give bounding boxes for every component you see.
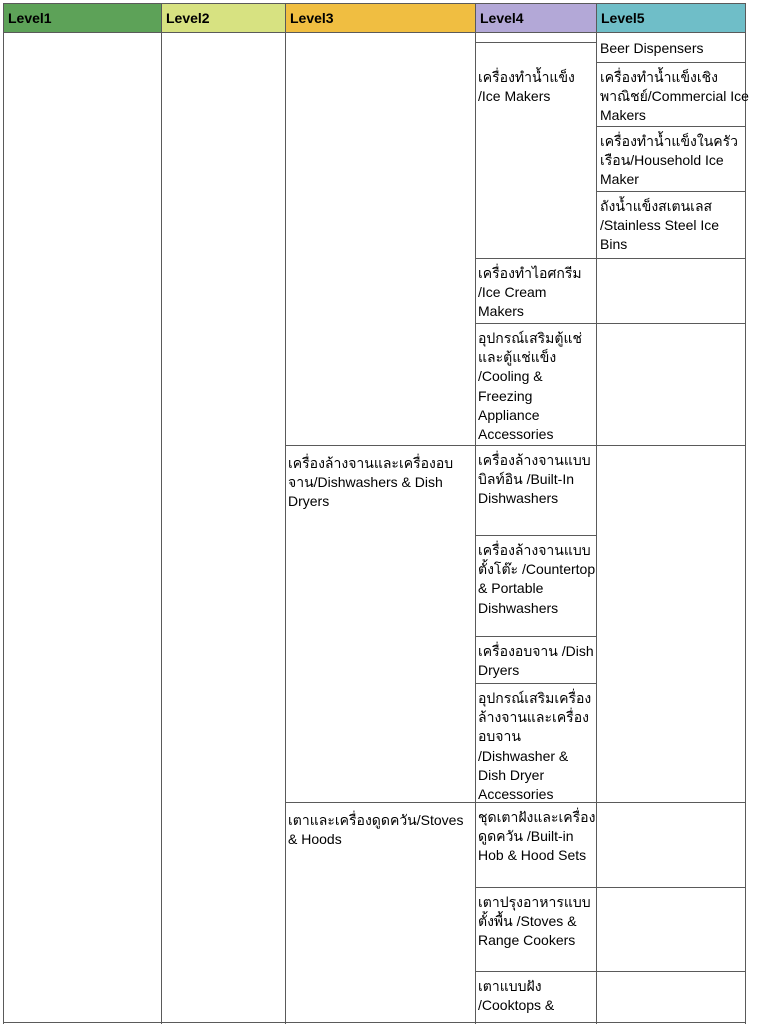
grid-line bbox=[475, 33, 476, 1024]
grid-line bbox=[475, 42, 597, 43]
level3-cell[interactable]: เตาและเครื่องดูดควัน/Stoves & Hoods bbox=[288, 812, 464, 848]
grid-line bbox=[475, 535, 597, 536]
level5-cell[interactable]: เครื่องทำน้ำแข็งในครัวเรือน/Household Ice Maker bbox=[600, 133, 739, 188]
level4-cell[interactable]: เตาปรุงอาหารแบบตั้งพื้น /Stoves & Range Cookers bbox=[478, 894, 591, 949]
grid-line bbox=[3, 1022, 746, 1023]
grid-line bbox=[285, 445, 746, 446]
grid-line bbox=[475, 323, 746, 324]
level4-cell[interactable]: อุปกรณ์เสริมตู้แช่และตู้แช่แข็ง /Cooling & Freezing Appliance Accessories bbox=[478, 330, 582, 443]
grid-line bbox=[596, 126, 746, 127]
header-level2[interactable]: Level2 bbox=[161, 3, 286, 33]
level4-cell[interactable]: เตาแบบฝัง /Cooktops & bbox=[478, 978, 555, 1014]
level4-cell[interactable]: เครื่องอบจาน /Dish Dryers bbox=[478, 643, 594, 679]
grid-line bbox=[3, 33, 4, 1024]
header-level4[interactable]: Level4 bbox=[475, 3, 597, 33]
level4-cell[interactable]: เครื่องล้างจานแบบตั้งโต๊ะ /Countertop & Portable Dishwashers bbox=[478, 542, 596, 616]
grid-line bbox=[596, 33, 597, 1024]
spreadsheet bbox=[3, 3, 749, 1024]
grid-line bbox=[475, 683, 597, 684]
grid-line bbox=[475, 636, 597, 637]
grid-line bbox=[285, 33, 286, 1024]
level5-cell[interactable]: ถังน้ำแข็งสเตนเลส /Stainless Steel Ice Bins bbox=[600, 198, 720, 253]
level4-cell[interactable]: อุปกรณ์เสริมเครื่องล้างจานและเครื่องอบจาน /Dishwasher & Dish Dryer Accessories bbox=[478, 690, 592, 803]
header-level3[interactable]: Level3 bbox=[285, 3, 476, 33]
level5-cell[interactable]: Beer Dispensers bbox=[600, 40, 704, 56]
level4-cell[interactable]: เครื่องทำไอศกรีม /Ice Cream Makers bbox=[478, 265, 582, 320]
grid-line bbox=[475, 971, 746, 972]
grid-line bbox=[475, 887, 746, 888]
level3-cell[interactable]: เครื่องล้างจานและเครื่องอบจาน/Dishwashers & Dish Dryers bbox=[288, 455, 454, 510]
header-level1[interactable]: Level1 bbox=[3, 3, 162, 33]
level5-cell[interactable]: เครื่องทำน้ำแข็งเชิงพาณิชย์/Commercial Ice Makers bbox=[600, 69, 749, 124]
grid-line bbox=[475, 258, 746, 259]
level4-cell[interactable]: เครื่องทำน้ำแข็ง /Ice Makers bbox=[478, 69, 575, 105]
level4-cell[interactable]: ชุดเตาฝังและเครื่องดูดควัน /Built-in Hob & Hood Sets bbox=[478, 809, 596, 864]
grid-line bbox=[596, 62, 746, 63]
grid-line bbox=[596, 191, 746, 192]
level4-cell[interactable]: เครื่องล้างจานแบบบิลท์อิน /Built-In Dishwashers bbox=[478, 452, 591, 507]
header-level5[interactable]: Level5 bbox=[596, 3, 746, 33]
grid-line bbox=[161, 33, 162, 1024]
